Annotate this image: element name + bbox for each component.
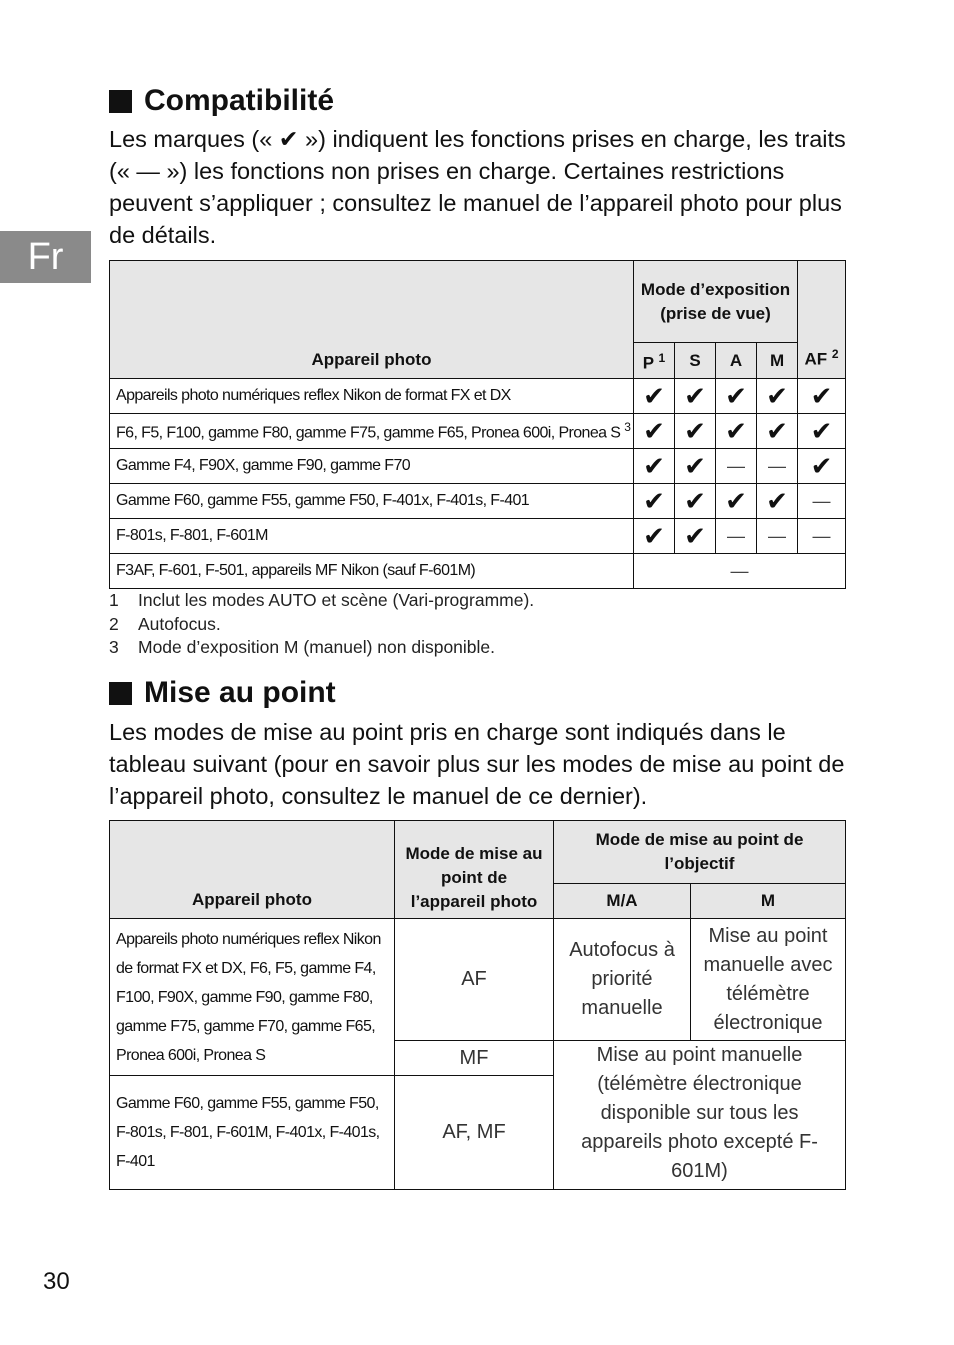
footnotes (109, 589, 534, 660)
col-camera-focus-mode-header: Mode de mise au point de l’appareil photo (395, 821, 554, 919)
col-camera-header: Appareil photo (110, 821, 395, 919)
col-ma-header: M/A (554, 884, 691, 919)
table-row: Appareils photo numériques reflex Nikon de format FX et DX ✔ ✔ ✔ ✔ ✔ (110, 379, 846, 414)
table-row: Gamme F60, gamme F55, gamme F50, F-801s, F-801, F-601M, F-401x, F-401s, F-401 AF, MF (110, 1076, 846, 1190)
section-square-icon (109, 90, 132, 113)
compatibility-intro: Les marques (« ✔ ») indiquent les fonctions prises en charge, les traits (« — ») les fonctions non prises en charge. Certaines restrictions peuvent s’appliquer ; consultez le manuel de l’appareil photo pour plus de détails. (109, 126, 846, 248)
table-row: MF Mise au point manuelle (télémètre électronique disponible sur tous les appareils photo excepté F-601M) (110, 1041, 846, 1076)
language-tab: Fr (0, 231, 91, 283)
table-row: F3AF, F-601, F-501, appareils MF Nikon (sauf F-601M) — (110, 554, 846, 589)
col-p-header: P $^1$ (634, 343, 675, 379)
col-s-header: S (675, 343, 716, 379)
footnote: 2 Autofocus. (109, 613, 221, 634)
compatibility-title: Compatibilité (144, 84, 335, 117)
focus-title: Mise au point (144, 676, 336, 709)
col-exposure-mode-header: Mode d’exposition (prise de vue) (634, 261, 798, 343)
focus-heading (109, 676, 336, 710)
page-number: 30 (43, 1268, 70, 1295)
col-af-header: AF $^2$ (798, 261, 846, 379)
focus-intro: Les modes de mise au point pris en charge sont indiqués dans le tableau suivant (pour en savoir plus sur les modes de mise au point de l’appareil photo, consultez le manuel de ce dernier). (109, 719, 845, 809)
table-row: Gamme F60, gamme F55, gamme F50, F-401x, F-401s, F-401 ✔ ✔ ✔ ✔ — (110, 484, 846, 519)
col-camera-header: Appareil photo (110, 261, 634, 379)
compatibility-table (109, 260, 846, 589)
col-m-header: M (757, 343, 798, 379)
footnote: 1 Inclut les modes AUTO et scène (Vari-programme). (109, 590, 535, 610)
table-row: F6, F5, F100, gamme F80, gamme F75, gamme F65, Pronea 600i, Pronea S $^3$ ✔ ✔ ✔ ✔ ✔ (110, 414, 846, 449)
focus-table (109, 820, 846, 1190)
table-row: Gamme F4, F90X, gamme F90, gamme F70 ✔ ✔ — — ✔ (110, 449, 846, 484)
col-m-header: M (691, 884, 846, 919)
table-row: F-801s, F-801, F-601M ✔ ✔ — — — (110, 519, 846, 554)
col-lens-focus-mode-header: Mode de mise au point de l’objectif (554, 821, 846, 884)
footnote: 3 Mode d’exposition M (manuel) non disponible. (109, 637, 496, 657)
table-row: Appareils photo numériques reflex Nikon de format FX et DX, F6, F5, gamme F4, F100, F90X, gamme F90, gamme F80, gamme F75, gamme F70, gamme F65, Pronea 600i, Pronea S AF Autofocus à priorité manuelle Mise au point manuelle avec télémètre électronique (110, 919, 846, 1041)
compatibility-heading (109, 84, 334, 118)
col-a-header: A (716, 343, 757, 379)
section-square-icon (109, 682, 132, 705)
